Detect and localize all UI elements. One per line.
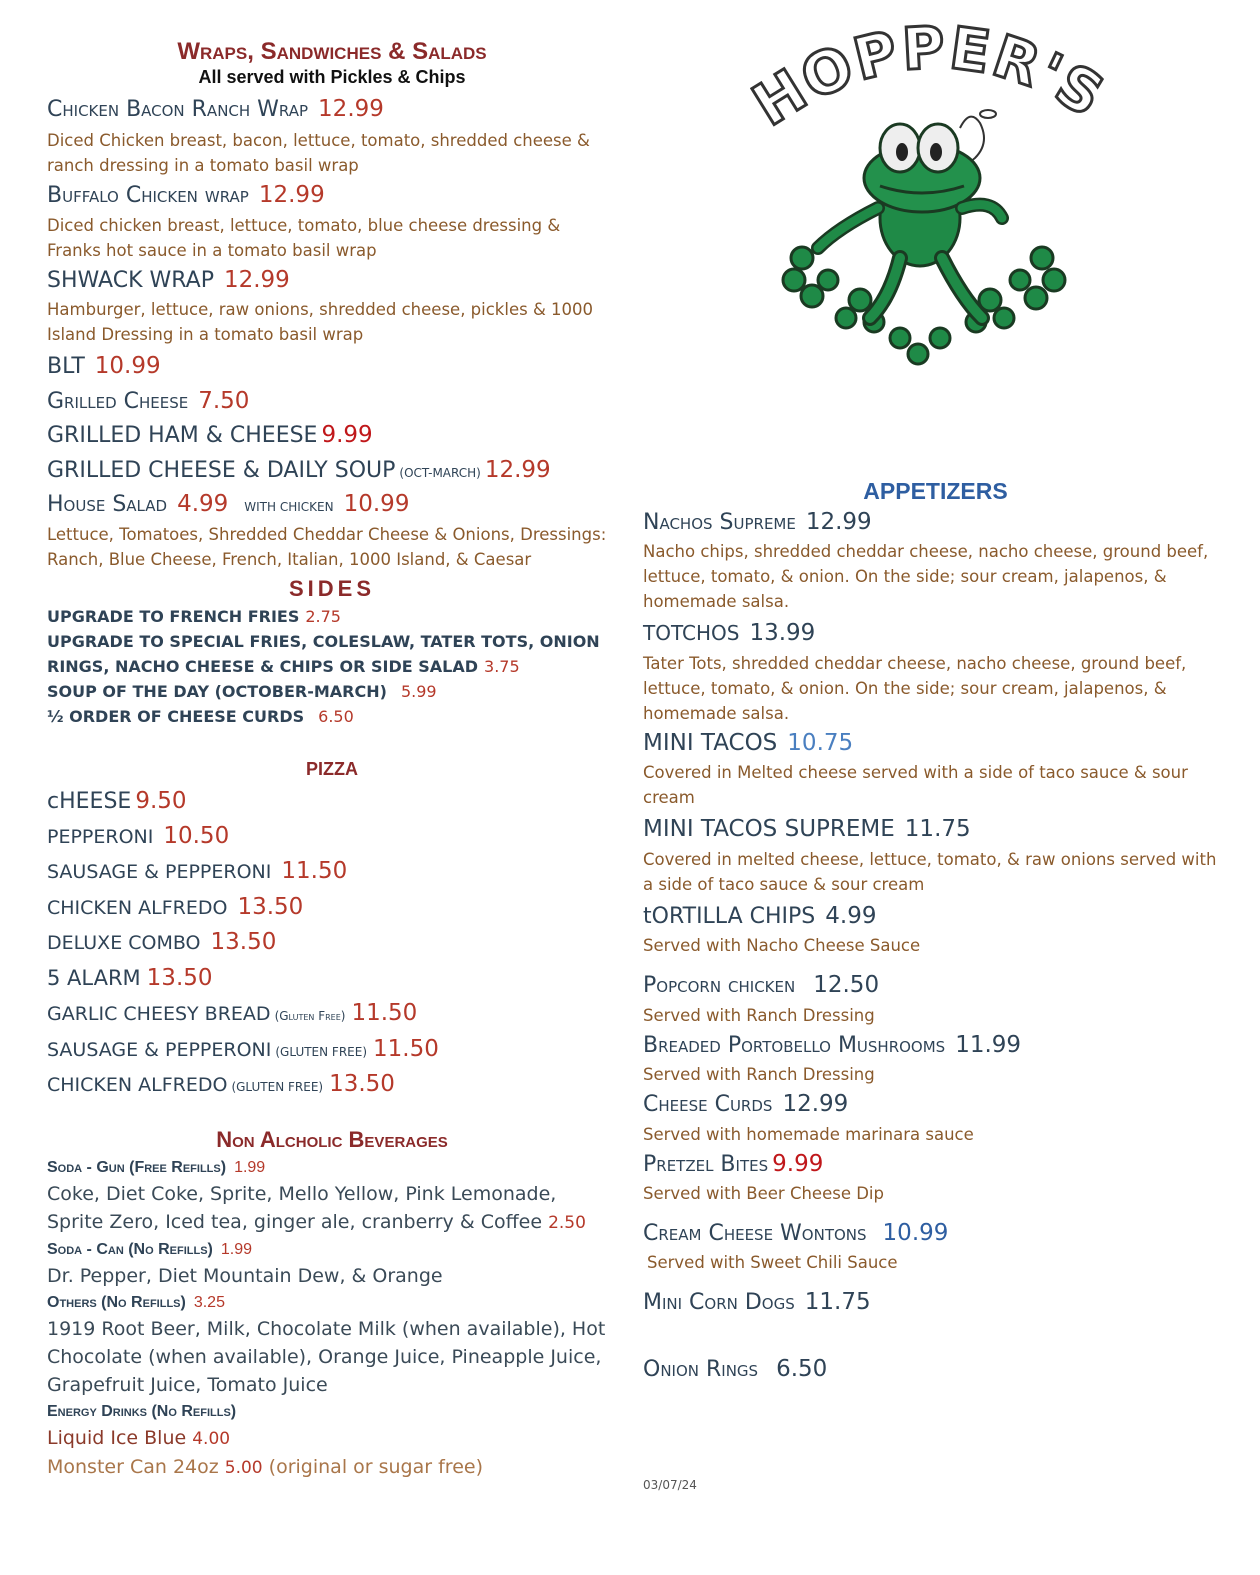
pizza-section-title: PIZZA [306, 758, 358, 779]
item-description: Served with Ranch Dressing [643, 1065, 875, 1085]
menu-item: Breaded Portobello Mushrooms 11.99 [643, 1031, 1022, 1058]
menu-item: Cheese Curds 12.99 [643, 1091, 849, 1118]
menu-item: Mini Corn Dogs 11.75 [643, 1289, 871, 1316]
appetizers-section-title: APPETIZERS [863, 478, 1008, 504]
beverages-list [47, 1155, 617, 1482]
menu-item: Popcorn chicken 12.50 [643, 972, 880, 999]
menu-item: SHWACK WRAP 12.99 [47, 266, 290, 293]
item-description: Diced Chicken breast, bacon, lettuce, tomato, shredded cheese & ranch dressing in a tomato basil wrap [47, 131, 590, 176]
beverage-group-text: 1919 Root Beer, Milk, Chocolate Milk (when available), Hot Chocolate (when available), Orange Juice, Pineapple Juice, Grapefruit Juice, Tomato Juice [47, 1318, 606, 1397]
menu-item: MINI TACOS SUPREME 11.75 [643, 816, 971, 843]
item-description: Served with Beer Cheese Dip [643, 1183, 884, 1203]
item-description: Served with Sweet Chili Sauce [647, 1253, 898, 1273]
item-description: Hamburger, lettuce, raw onions, shredded cheese, pickles & 1000 Island Dressing in a tomato basil wrap [47, 300, 594, 345]
menu-item: MINI TACOS 10.75 [643, 729, 854, 756]
menu-item: PEPPERONI 10.50 [47, 822, 230, 849]
item-description: Covered in melted cheese, lettuce, tomato, & raw onions served with a side of taco sauce & sour cream [643, 849, 1217, 894]
energy-drink-item: Liquid Ice Blue 4.00 [47, 1427, 231, 1450]
beverage-group-heading: Energy Drinks (No Refills) [47, 1403, 237, 1421]
hoppers-logo [750, 18, 1130, 378]
side-item: SOUP OF THE DAY (OCTOBER-MARCH) 5.99 [47, 681, 437, 701]
wraps-section-title: Wraps, Sandwiches & Salads [177, 38, 487, 65]
menu-item: Cream Cheese Wontons 10.99 [643, 1219, 949, 1246]
menu-item: Chicken Bacon Ranch Wrap 12.99 [47, 96, 384, 122]
item-description: Served with Nacho Cheese Sauce [643, 936, 921, 956]
item-description: Covered in Melted cheese served with a side of taco sauce & sour cream [643, 763, 1188, 808]
menu-date: 03/07/24 [643, 1478, 697, 1492]
logo-wordmark: OPPER'S [791, 18, 1117, 131]
beverage-group-heading: Soda - Gun (Free Refills) 1.99 [47, 1159, 266, 1177]
item-description: Tater Tots, shredded cheddar cheese, nacho cheese, ground beef, lettuce, tomato, & onion. On the side; sour cream, jalapenos, & homemade salsa. [643, 653, 1187, 723]
menu-item: DELUXE COMBO 13.50 [47, 929, 277, 956]
item-description: Diced chicken breast, lettuce, tomato, blue cheese dressing & Franks hot sauce in a tomato basil wrap [47, 215, 561, 260]
menu-item: Grilled Cheese 7.50 [47, 387, 250, 414]
sides-list [47, 604, 617, 729]
side-item: ½ ORDER OF CHEESE CURDS 6.50 [47, 706, 354, 726]
svg-text:HOPPER'S [750, 18, 1117, 139]
right-column [643, 478, 1228, 1382]
energy-drink-item: Monster Can 24oz 5.00 (original or sugar free) [47, 1456, 483, 1479]
left-column [47, 38, 617, 1482]
beverage-group-text: Dr. Pepper, Diet Mountain Dew, & Orange [47, 1265, 443, 1288]
item-description: Served with homemade marinara sauce [643, 1124, 974, 1144]
item-description: Served with Ranch Dressing [643, 1005, 875, 1025]
menu-item: cHEESE 9.50 [47, 787, 187, 814]
menu-item: SAUSAGE & PEPPERONI 11.50 [47, 858, 348, 885]
beverage-group-heading: Soda - Can (No Refills) 1.99 [47, 1241, 253, 1259]
menu-item: House Salad 4.99 WITH CHICKEN 10.99 [47, 491, 410, 518]
menu-item: Buffalo Chicken wrap 12.99 [47, 182, 325, 209]
menu-item: tORTILLA CHIPS 4.99 [643, 902, 877, 929]
menu-item: Pretzel Bites 9.99 [643, 1150, 824, 1177]
menu-item: GRILLED HAM & CHEESE 9.99 [47, 422, 373, 449]
menu-item: SAUSAGE & PEPPERONI (GLUTEN FREE) 11.50 [47, 1035, 439, 1062]
beverage-group-text: Coke, Diet Coke, Sprite, Mello Yellow, Pink Lemonade, Sprite Zero, Iced tea, ginger ale, cranberry & Coffee 2.50 [47, 1183, 586, 1234]
menu-item: Nachos Supreme 12.99 [643, 509, 872, 535]
beverages-section-title: Non Alcholic Beverages [216, 1127, 448, 1153]
item-description: Nacho chips, shredded cheddar cheese, nacho cheese, ground beef, lettuce, tomato, & onion. On the side; sour cream, jalapenos, & homemade salsa. [643, 542, 1209, 612]
menu-item: BLT 10.99 [47, 353, 161, 380]
wraps-list [47, 96, 617, 572]
pizza-list [47, 788, 617, 1098]
frog-icon [750, 18, 1130, 378]
beverage-group-heading: Others (No Refills) 3.25 [47, 1294, 225, 1312]
menu-item: 5 ALARM 13.50 [47, 964, 213, 991]
menu-item: Onion Rings 6.50 [643, 1355, 828, 1382]
wraps-subtitle: All served with Pickles & Chips [198, 67, 466, 87]
menu-item: GRILLED CHEESE & DAILY SOUP (OCT-MARCH) 12.99 [47, 456, 551, 483]
side-item: UPGRADE TO FRENCH FRIES 2.75 [47, 606, 341, 626]
menu-item: CHICKEN ALFREDO 13.50 [47, 893, 304, 920]
side-item: UPGRADE TO SPECIAL FRIES, COLESLAW, TATER TOTS, ONION RINGS, NACHO CHEESE & CHIPS OR SIDE SALAD 3.75 [47, 631, 600, 676]
sides-section-title: SIDES [288, 575, 376, 601]
item-description: Lettuce, Tomatoes, Shredded Cheddar Cheese & Onions, Dressings: Ranch, Blue Cheese, French, Italian, 1000 Island, & Caesar [47, 524, 607, 569]
menu-item: CHICKEN ALFREDO (GLUTEN FREE) 13.50 [47, 1071, 395, 1097]
menu-item: TOTCHOS 13.99 [643, 620, 816, 647]
menu-item: GARLIC CHEESY BREAD (Gluten Free) 11.50 [47, 1000, 418, 1027]
